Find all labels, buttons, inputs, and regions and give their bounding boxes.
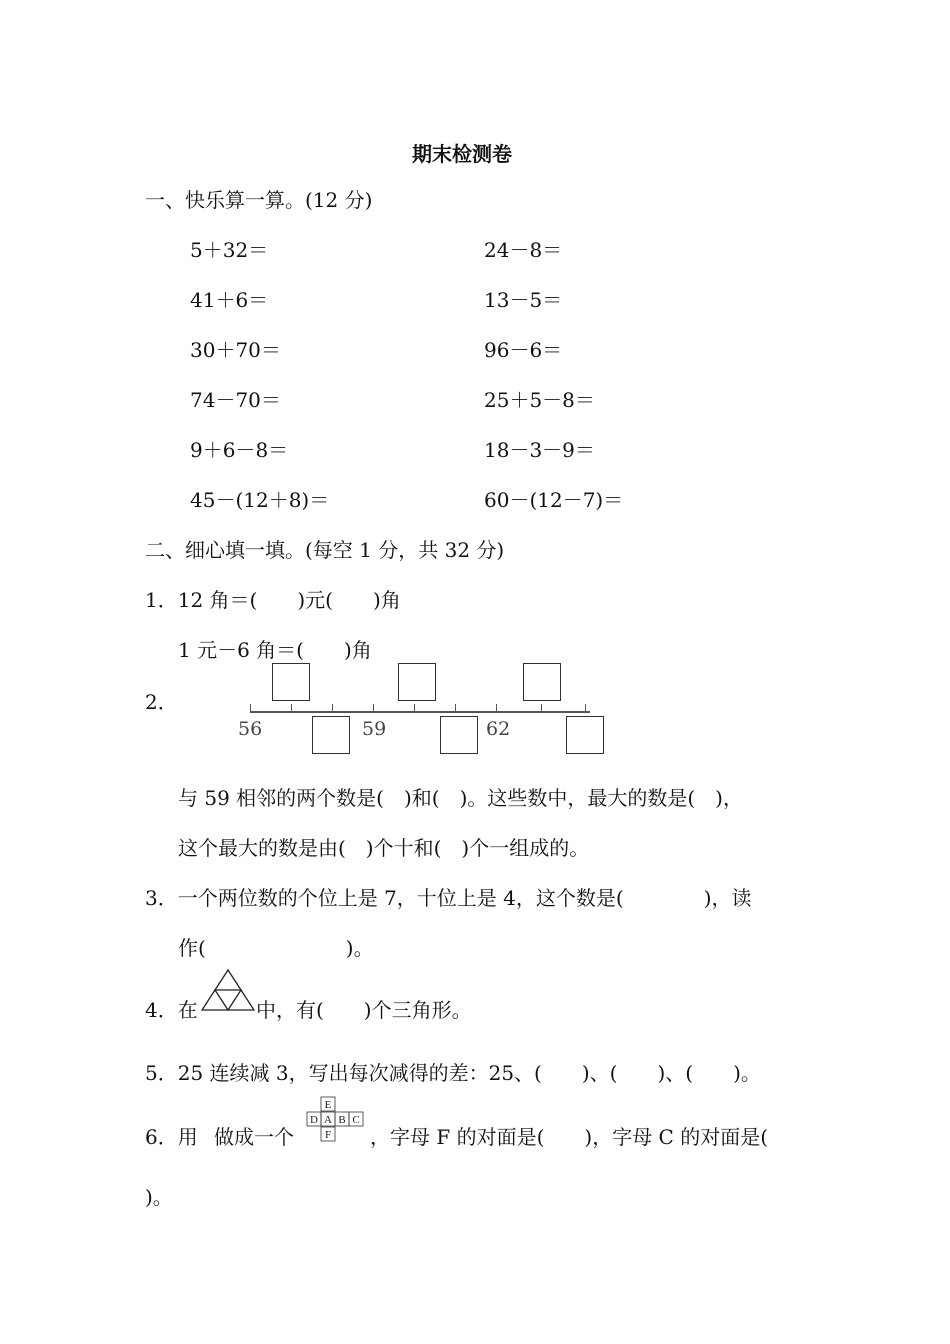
q2-number: 2． (145, 690, 178, 714)
q2-line1: 与 59 相邻的两个数是( )和( )。这些数中，最大的数是( )， (178, 786, 743, 810)
calc-right-1: 24－8＝ (484, 238, 563, 262)
q6-line2: )。 (145, 1185, 173, 1209)
q1-line1: 1．12 角＝( )元( )角 (145, 588, 401, 612)
calc-left-4: 74－70＝ (190, 388, 281, 412)
answer-box[interactable] (523, 663, 561, 701)
cube-letter-b: B (338, 1114, 346, 1126)
calc-right-4: 25＋5－8＝ (484, 388, 595, 412)
answer-box[interactable] (398, 663, 436, 701)
calc-left-2: 41＋6＝ (190, 288, 269, 312)
q3-line1: 3．一个两位数的个位上是 7，十位上是 4，这个数是( )，读 (145, 886, 752, 910)
q6-suffix: ，字母 F 的对面是( )，字母 C 的对面是( (370, 1125, 769, 1149)
cube-net-figure (305, 1096, 371, 1144)
section2-heading: 二、细心填一填。(每空 1 分，共 32 分) (145, 538, 505, 562)
q6-middle: 做成一个 (214, 1125, 294, 1149)
calc-left-6: 45－(12＋8)＝ (190, 488, 330, 512)
calc-right-5: 18－3－9＝ (484, 438, 595, 462)
answer-box[interactable] (272, 663, 310, 701)
q4-prefix: 4．在 (145, 998, 198, 1022)
answer-box[interactable] (566, 716, 604, 754)
calc-left-3: 30＋70＝ (190, 338, 281, 362)
q6-prefix: 6．用 (145, 1125, 198, 1149)
calc-right-3: 96－6＝ (484, 338, 563, 362)
calc-left-1: 5＋32＝ (190, 238, 269, 262)
cube-letter-d: D (310, 1114, 318, 1126)
q3-line2: 作( )。 (178, 936, 374, 960)
number-line-label-59: 59 (362, 718, 387, 740)
q1-line2: 1 元－6 角＝( )角 (178, 638, 372, 662)
cube-letter-bottom: F (324, 1129, 332, 1141)
number-line-label-62: 62 (486, 718, 511, 740)
calc-right-2: 13－5＝ (484, 288, 563, 312)
cube-letter-top: E (324, 1099, 332, 1111)
page-title: 期末检测卷 (412, 142, 512, 166)
q4-suffix: 中，有( )个三角形。 (256, 998, 472, 1022)
cube-letter-a: A (324, 1114, 332, 1126)
answer-box[interactable] (440, 716, 478, 754)
answer-box[interactable] (312, 716, 350, 754)
calc-right-6: 60－(12－7)＝ (484, 488, 624, 512)
cube-letter-c: C (352, 1114, 360, 1126)
q5-line: 5．25 连续减 3，写出每次减得的差：25、( )、( )、( )。 (145, 1061, 761, 1085)
number-line-label-56: 56 (238, 718, 263, 740)
calc-left-5: 9＋6－8＝ (190, 438, 289, 462)
q2-line2: 这个最大的数是由( )个十和( )个一组成的。 (178, 836, 590, 860)
section1-heading: 一、快乐算一算。(12 分) (145, 188, 373, 212)
triangle-figure (200, 968, 256, 1012)
